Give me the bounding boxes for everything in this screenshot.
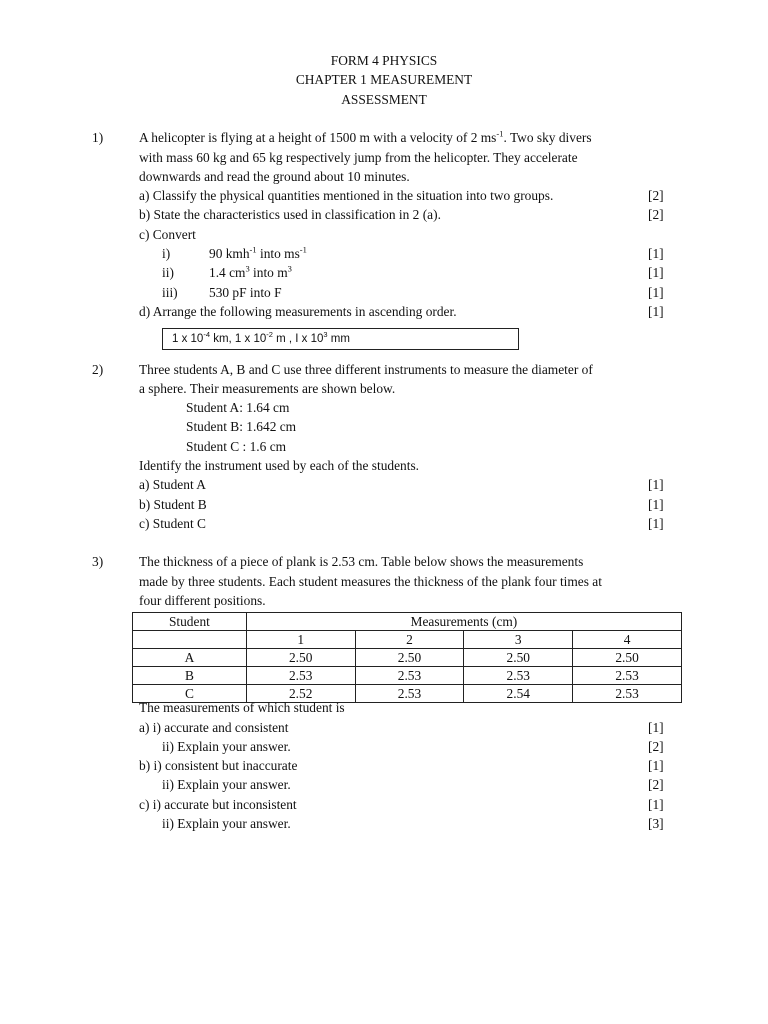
value-cell: 2.52 bbox=[246, 685, 355, 703]
q3bi-mark: [1] bbox=[648, 758, 664, 773]
position-header: 1 bbox=[246, 631, 355, 649]
value-cell: 2.50 bbox=[464, 649, 573, 667]
student-cell: A bbox=[133, 649, 247, 667]
q3ci-mark: [1] bbox=[648, 797, 664, 812]
q3cii-mark: [3] bbox=[648, 816, 664, 831]
q3bii-mark: [2] bbox=[648, 777, 664, 792]
q3-number: 3) bbox=[92, 554, 104, 569]
q1d-mark: [1] bbox=[648, 304, 664, 319]
q1cii-text: 1.4 $cm^3$ into $m^3$ bbox=[209, 263, 292, 280]
q1b-text: b) State the characteristics used in classification in 2 (a). bbox=[139, 207, 441, 222]
q1a-mark: [2] bbox=[648, 188, 664, 203]
q3bi-text: b) i) consistent but inaccurate bbox=[139, 758, 298, 773]
q2a-text: a) Student A bbox=[139, 477, 206, 492]
q1-text-line-2: with mass 60 kg and 65 kg respectively jump from the helicopter. They accelerate bbox=[139, 150, 578, 165]
q1d-text: d) Arrange the following measurements in ascending order. bbox=[139, 304, 457, 319]
q1-number: 1) bbox=[92, 130, 104, 145]
value-cell: 2.53 bbox=[246, 667, 355, 685]
q2b-mark: [1] bbox=[648, 497, 664, 512]
q2b-text: b) Student B bbox=[139, 497, 207, 512]
table-cell bbox=[133, 631, 247, 649]
value-cell: 2.53 bbox=[355, 667, 464, 685]
q3-which-text: The measurements of which student is bbox=[139, 700, 345, 715]
q1-text-line-1: A helicopter is flying at a height of 1500 m with a velocity of 2 $ms^{-1}$. Two sky divers bbox=[139, 128, 592, 145]
q2-text-line-1: Three students A, B and C use three different instruments to measure the diameter of bbox=[139, 362, 593, 377]
q3-text-line-1: The thickness of a piece of plank is 2.53 cm. Table below shows the measurements bbox=[139, 554, 584, 569]
q1ciii-number: iii) bbox=[162, 285, 178, 300]
position-header: 4 bbox=[573, 631, 682, 649]
value-cell: 2.50 bbox=[355, 649, 464, 667]
q2-student-a-measurement: Student A: 1.64 cm bbox=[186, 400, 290, 415]
chapter-title: CHAPTER 1 MEASUREMENT bbox=[295, 72, 473, 87]
q1ci-mark: [1] bbox=[648, 246, 664, 261]
q1ciii-mark: [1] bbox=[648, 285, 664, 300]
q1ci-text: 90 kmh$^{-1}$ into $ms^{-1}$ bbox=[209, 244, 307, 261]
q3-text-line-2: made by three students. Each student measures the thickness of the plank four times at bbox=[139, 574, 602, 589]
position-header: 2 bbox=[355, 631, 464, 649]
q2-identify-text: Identify the instrument used by each of the students. bbox=[139, 458, 420, 473]
q1a-text: a) Classify the physical quantities mentioned in the situation into two groups. bbox=[139, 188, 554, 203]
measurements-table bbox=[132, 612, 682, 703]
value-cell: 2.53 bbox=[573, 685, 682, 703]
value-cell: 2.53 bbox=[573, 667, 682, 685]
header-student: Student bbox=[133, 613, 247, 631]
measurements-box: 1 x $10^{-4}$ km, 1 x $10^{-2}$ m , I x $10^3$ mm bbox=[162, 328, 519, 350]
q2-student-c-measurement: Student C : 1.6 cm bbox=[186, 439, 287, 454]
value-cell: 2.53 bbox=[355, 685, 464, 703]
value-cell: 2.50 bbox=[246, 649, 355, 667]
value-cell: 2.50 bbox=[573, 649, 682, 667]
q1ciii-text: 530 pF into F bbox=[209, 285, 282, 300]
q1cii-number: ii) bbox=[162, 265, 174, 280]
q2-number: 2) bbox=[92, 362, 104, 377]
q2c-text: c) Student C bbox=[139, 516, 206, 531]
q3ai-mark: [1] bbox=[648, 720, 664, 735]
q2-student-b-measurement: Student B: 1.642 cm bbox=[186, 419, 297, 434]
q2a-mark: [1] bbox=[648, 477, 664, 492]
q1b-mark: [2] bbox=[648, 207, 664, 222]
student-cell: B bbox=[133, 667, 247, 685]
q3-text-line-3: four different positions. bbox=[139, 593, 266, 608]
table-row bbox=[133, 649, 682, 667]
table-position-row bbox=[133, 631, 682, 649]
student-cell: C bbox=[133, 685, 247, 703]
header-measurements: Measurements (cm) bbox=[246, 613, 681, 631]
q3aii-mark: [2] bbox=[648, 739, 664, 754]
page-title: FORM 4 PHYSICS bbox=[330, 53, 438, 68]
position-header: 3 bbox=[464, 631, 573, 649]
value-cell: 2.53 bbox=[464, 667, 573, 685]
q3ci-text: c) i) accurate but inconsistent bbox=[139, 797, 297, 812]
q3cii-text: ii) Explain your answer. bbox=[162, 816, 291, 831]
q1-text-line-3: downwards and read the ground about 10 minutes. bbox=[139, 169, 410, 184]
q3aii-text: ii) Explain your answer. bbox=[162, 739, 291, 754]
q2-text-line-2: a sphere. Their measurements are shown below. bbox=[139, 381, 396, 396]
q3bii-text: ii) Explain your answer. bbox=[162, 777, 291, 792]
q1ci-number: i) bbox=[162, 246, 171, 261]
q3ai-text: a) i) accurate and consistent bbox=[139, 720, 289, 735]
table-row bbox=[133, 667, 682, 685]
assessment-title: ASSESSMENT bbox=[341, 92, 427, 107]
table-header-row bbox=[133, 613, 682, 631]
q1c-text: c) Convert bbox=[139, 227, 196, 242]
q2c-mark: [1] bbox=[648, 516, 664, 531]
q1cii-mark: [1] bbox=[648, 265, 664, 280]
value-cell: 2.54 bbox=[464, 685, 573, 703]
